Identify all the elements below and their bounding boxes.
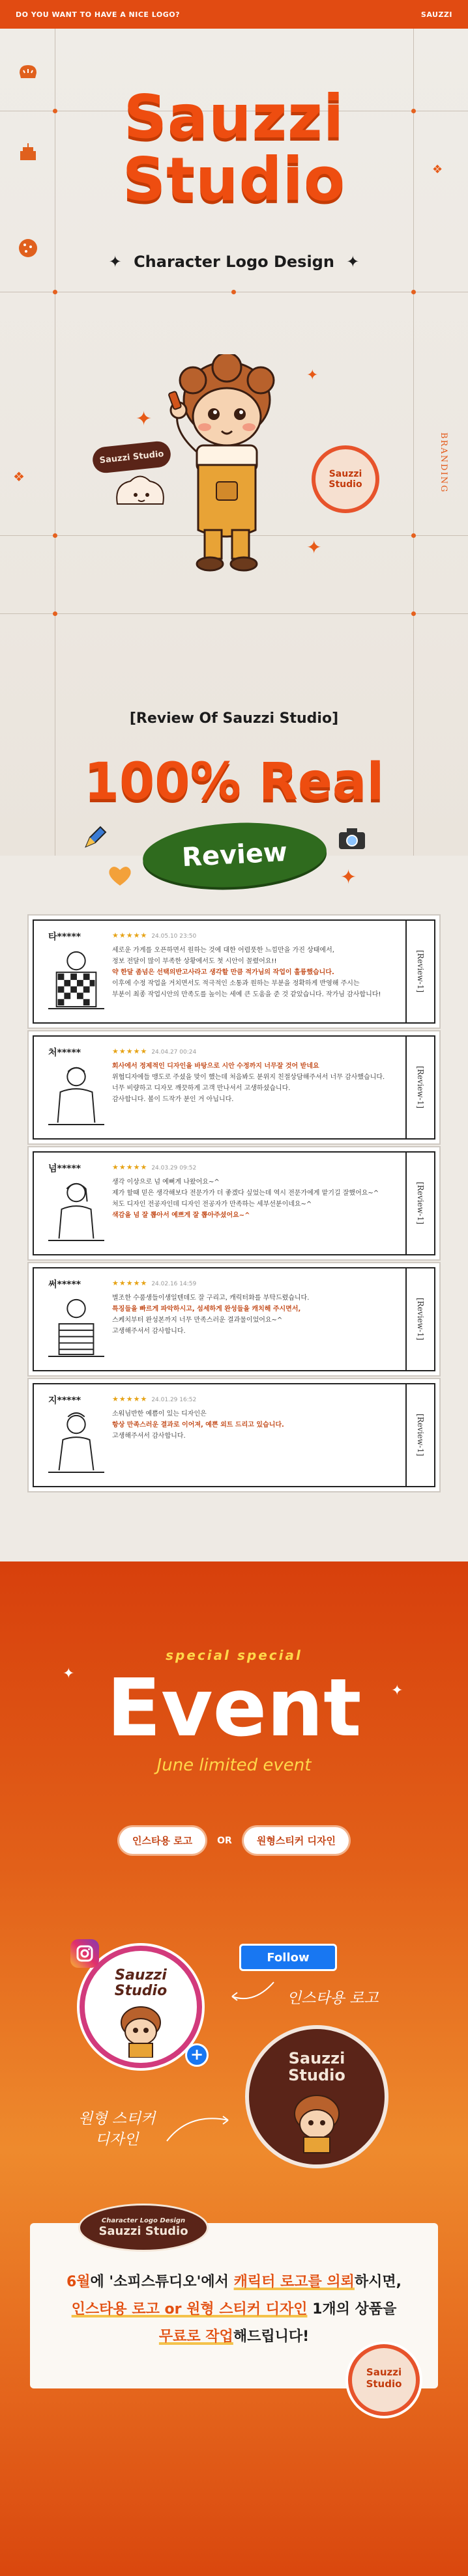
review-meta (112, 1395, 395, 1403)
offer-line-2 (30, 2296, 438, 2323)
review-line: 감사합니다. 볼이 드작가 분인 거 아닙니다. (112, 1096, 234, 1103)
sparkle-icon: ❖ (432, 163, 443, 176)
grid-dot (53, 290, 57, 294)
subtitle-text: Character Logo Design (134, 253, 334, 271)
review-rail (405, 1153, 434, 1254)
review-line: 위협디자에들 맹도로 주셨을 맞이 했는데 처음봐도 분위지 친절상담해주셔서 너무 감사했습니다. (112, 1074, 385, 1081)
grid-dot (411, 533, 416, 538)
pastry-sketch-icon (111, 471, 169, 517)
event-offer-text (30, 2269, 438, 2351)
corner-logo-badge (348, 2344, 420, 2416)
review-rail-label: [Review-1] (416, 1182, 425, 1225)
review-rail (405, 1268, 434, 1370)
option-insta-logo: 인스타용 로고 (119, 1827, 205, 1854)
review-pill-text: Review (181, 837, 288, 873)
review-card (33, 1267, 435, 1371)
review-line-highlight: 색감을 넘 잘 뽑아서 예쁘게 잘 뽑아주셨어요~^ (112, 1212, 250, 1219)
review-line: 정보 전달이 많이 부족한 상황에서도 첫 시안이 꼴렸어요!! (112, 958, 277, 965)
review-card (33, 1035, 435, 1140)
review-line-highlight: 약 한달 좀넘은 선택의반고사라고 생각할 만큼 적가님의 작업이 훌륭했습니다. (112, 969, 334, 976)
review-line: 부분이 최종 작업시안의 만족도를 높이는 세예 큰 도움을 준 것 같았습니다. 작가님 감사합니다! (112, 991, 381, 998)
review-big-title: 100% Real (83, 753, 385, 811)
reviewer-name: 넘***** (48, 1164, 81, 1174)
logo-badge-right (312, 445, 379, 513)
review-stars: ★★★★★ (112, 1163, 148, 1171)
reviewer-avatar (48, 1295, 104, 1357)
review-line: 고생해주셔서 감사합니다. (112, 1433, 186, 1440)
review-date: 24.05.10 23:50 (151, 933, 197, 940)
round-sticker-badge (245, 2025, 388, 2168)
insta-badge-character (113, 2003, 168, 2058)
review-line: 세로운 가게를 오픈하면서 원하는 것에 대한 어렴풋한 느낌만을 가진 상태에서, (112, 947, 334, 954)
offer-line-2-end: 1개의 상품을 (307, 2301, 397, 2317)
hero-title (0, 82, 468, 214)
event-special: special special (166, 1647, 302, 1663)
review-line: 소워님반한 예쁨이 있는 디자인은 (112, 1410, 207, 1418)
review-line: 생각 이상으로 넘 예뻐게 나왔어요~^ (112, 1179, 220, 1186)
review-body (112, 1279, 395, 1337)
add-story-plus-icon: + (185, 2043, 209, 2067)
review-line-highlight: 항상 만족스러운 결과로 이어져, 예쁜 외트 드리고 있습니다. (112, 1421, 284, 1429)
review-body (112, 1395, 395, 1442)
grid-dot (411, 611, 416, 616)
instagram-icon (70, 1939, 99, 1968)
hero-title-line2: Studio (122, 145, 346, 214)
logo-badge-left-text: Sauzzi Studio (98, 449, 165, 466)
script-round-sticker (78, 2108, 155, 2150)
event-options (0, 1827, 468, 1854)
reviewer-name: 써***** (48, 1280, 81, 1290)
offer-line-3-end: 해드립니다! (233, 2329, 310, 2345)
reviewer-name: 지***** (48, 1395, 81, 1406)
review-rail (405, 921, 434, 1022)
pen-icon (82, 824, 108, 850)
reviewer-avatar (48, 1063, 104, 1125)
logo-badge-right-line2: Studio (329, 479, 362, 490)
review-date: 24.01.29 16:52 (151, 1397, 197, 1403)
review-body (112, 931, 395, 1000)
review-body (112, 1163, 395, 1221)
camera-icon (338, 827, 366, 850)
bread-icon (17, 61, 39, 83)
review-meta (112, 1163, 395, 1171)
event-title: Event (106, 1662, 362, 1754)
sparkle-icon: ❖ (13, 469, 25, 484)
review-rail-label: [Review-1] (416, 950, 425, 993)
hero-subtitle (0, 253, 468, 271)
sparkle-icon: ✦ (391, 1683, 403, 1699)
review-date: 24.03.29 09:52 (151, 1165, 197, 1171)
heart-icon (107, 863, 133, 887)
sticker-line2: Studio (288, 2066, 345, 2084)
sparkle-icon: ✦ (63, 1666, 75, 1682)
review-line-highlight: 회사에서 정제적인 디자인을 바탕으로 시안 수정까지 너무잘 것어 받네요 (112, 1063, 319, 1070)
grid-dot (53, 533, 57, 538)
reviewer-name: 처***** (48, 1048, 81, 1058)
review-line: 제가 할때 믿은 생각해보다 전문가가 더 좋겠다 싶었는데 역시 전문가에게 맡기길 잘했어요~^ (112, 1190, 379, 1197)
grid-dot (231, 290, 236, 294)
event-subtitle: June limited event (156, 1756, 312, 1775)
script-insta-logo: 인스타용 로고 (287, 1990, 379, 2007)
insta-badge-line1: Sauzzi (115, 1967, 167, 1983)
event-section (0, 1561, 468, 2576)
branding-label: BRANDING (439, 432, 448, 494)
reviewer-name: 타***** (48, 932, 81, 942)
review-card (33, 1151, 435, 1255)
logo-badge-right-line1: Sauzzi (329, 469, 362, 479)
review-rail-label: [Review-1] (416, 1298, 425, 1341)
review-line-highlight: 특징들을 빠르게 파악하시고, 섬세하게 완성들을 캐치해 주시면서, (112, 1306, 301, 1313)
review-rail-label: [Review-1] (416, 1066, 425, 1109)
top-bar-tagline: DO YOU WANT TO HAVE A NICE LOGO? (16, 10, 180, 19)
grid-dot (411, 290, 416, 294)
review-card (33, 919, 435, 1024)
script-round-sticker-line2: 디자인 (95, 2131, 139, 2148)
sparkle-icon: ✦ (306, 367, 319, 384)
event-card-tag (78, 2204, 209, 2252)
script-round-sticker-line1: 원형 스티커 (78, 2110, 156, 2127)
sticker-line1: Sauzzi (288, 2049, 345, 2067)
sparkle-icon: ✦ (136, 408, 153, 430)
sparkle-icon: ✦ (340, 866, 357, 889)
corner-badge-line1: Sauzzi (366, 2366, 402, 2378)
reviewer-avatar (48, 1410, 104, 1473)
offer-line-1 (30, 2269, 438, 2296)
offer-line-2-highlight: 인스타용 로고 or 원형 스티커 디자인 (71, 2301, 308, 2317)
review-stars: ★★★★★ (112, 1395, 148, 1403)
review-line: 너무 비량하고 디자모 깨끗하게 고객 만나셔서 고생하셨습니다. (112, 1085, 291, 1092)
review-line: 처도 디자인 전공자인데 디자인 전공자가 만족하는 세부선분이네요~^ (112, 1201, 312, 1208)
grid-dot (53, 611, 57, 616)
review-line: 고생해주셔서 감사합니다. (112, 1328, 186, 1335)
review-stars: ★★★★★ (112, 1047, 148, 1056)
offer-line-1-mid: 에 '소피스튜디오'에서 (90, 2274, 234, 2290)
option-round-sticker: 원형스티커 디자인 (244, 1827, 349, 1854)
offer-line-1-highlight: 캐릭터 로고를 의뢰 (233, 2274, 355, 2290)
review-line: 별조한 수품생들이생일텐데도 잘 구리고, 캐릭터화를 부탁드렸습니다. (112, 1295, 310, 1302)
hero-section (0, 29, 468, 889)
review-date: 24.04.27 00:24 (151, 1049, 197, 1056)
arrow-icon (228, 1978, 280, 2004)
grid-line (0, 613, 468, 614)
review-heading: [Review Of Sauzzi Studio] (129, 710, 339, 727)
subtitle-mark-right: ✦ (346, 253, 360, 271)
option-or: OR (217, 1835, 232, 1846)
review-body (112, 1047, 395, 1105)
top-bar-brand: SAUZZI (420, 10, 452, 19)
review-stars: ★★★★★ (112, 931, 148, 940)
review-rail (405, 1037, 434, 1138)
offer-line-1-end: 하시면, (354, 2274, 402, 2290)
subtitle-mark-left: ✦ (108, 253, 122, 271)
review-meta (112, 1279, 395, 1287)
follow-button[interactable]: Follow (239, 1944, 337, 1971)
review-card (33, 1383, 435, 1487)
offer-month: 6월 (66, 2274, 91, 2290)
review-date: 24.02.16 14:59 (151, 1281, 197, 1287)
offer-line-3-highlight: 무료로 작업 (158, 2329, 233, 2345)
review-meta (112, 1047, 395, 1056)
review-line: 스케치부터 완성본까지 너무 만족스러운 결과물이었어요~^ (112, 1317, 283, 1324)
logo-badge-left (91, 440, 172, 474)
review-cards (33, 919, 435, 1499)
event-card-tag-line2: Sauzzi Studio (98, 2224, 188, 2238)
character-illustration (162, 354, 292, 576)
sticker-character (287, 2092, 347, 2154)
review-meta (112, 931, 395, 940)
review-line: 이후에 수정 작업을 거치면서도 적극적인 소통과 원하는 부분을 정확하게 반영해 주시는 (112, 980, 360, 987)
arrow-icon (163, 2108, 235, 2148)
hero-title-line1: Sauzzi (123, 82, 345, 152)
review-rail (405, 1384, 434, 1486)
top-bar (0, 0, 468, 29)
reviewer-avatar (48, 1179, 104, 1241)
event-card-tag-line1: Character Logo Design (101, 2217, 186, 2224)
review-rail-label: [Review-1] (416, 1414, 425, 1457)
insta-badge-line2: Studio (114, 1983, 168, 1999)
review-pill (141, 819, 329, 892)
sparkle-icon: ✦ (306, 537, 322, 558)
corner-badge-line2: Studio (366, 2378, 402, 2390)
review-stars: ★★★★★ (112, 1279, 148, 1287)
reviewer-avatar (48, 947, 104, 1009)
